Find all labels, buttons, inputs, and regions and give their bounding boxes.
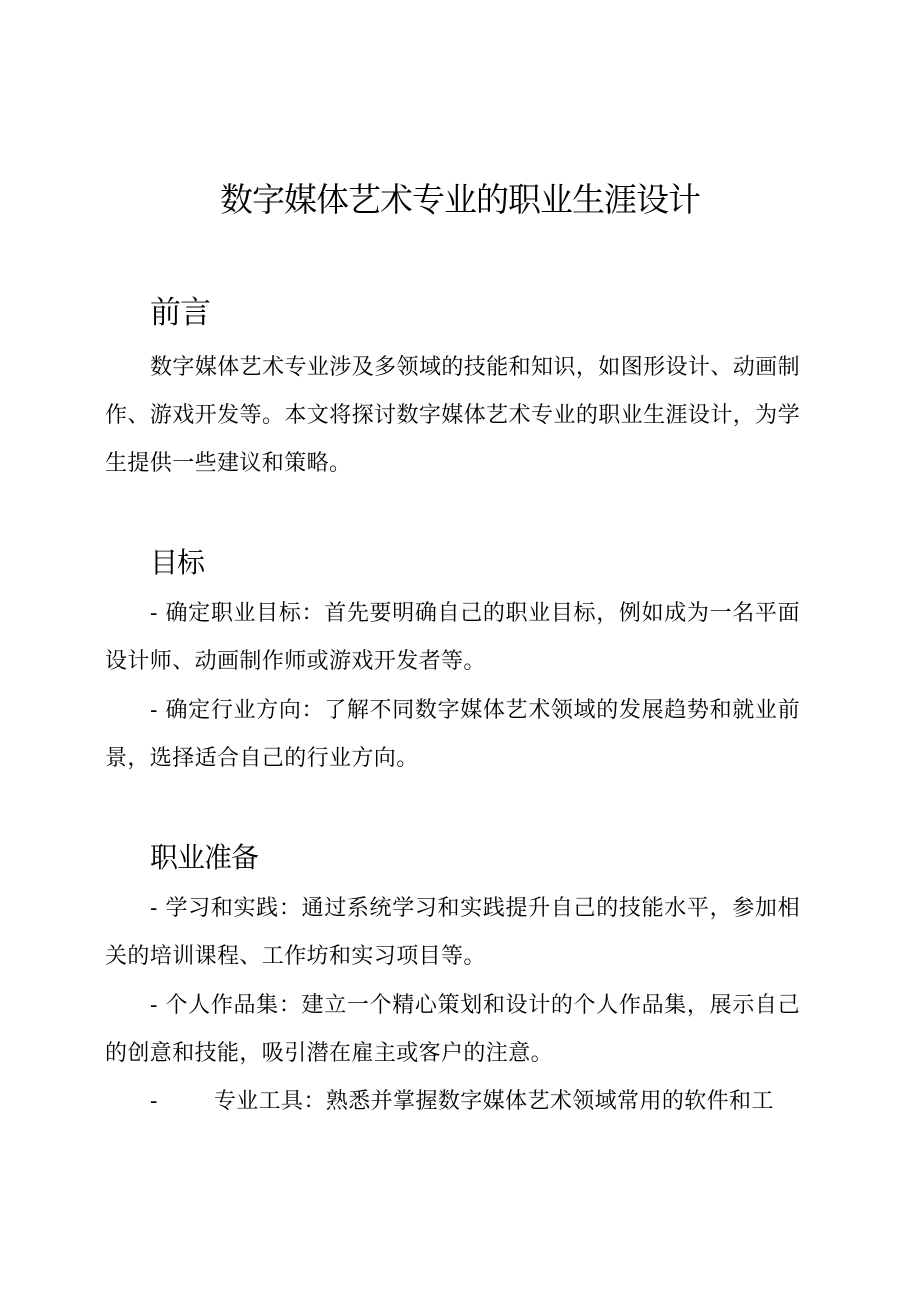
prep-item-professional-tools-text: 专业工具：熟悉并掌握数字媒体艺术领域常用的软件和工 [213, 1089, 774, 1114]
document-title: 数字媒体艺术专业的职业生涯设计 [220, 180, 700, 219]
prep-item-study-practice: - 学习和实践：通过系统学习和实践提升自己的技能水平，参加相关的培训课程、工作坊和实习项目等。 [105, 896, 800, 969]
section-heading-goals: 目标 [150, 546, 205, 579]
prep-item-professional-tools [105, 1078, 800, 1126]
section-heading-career-prep: 职业准备 [150, 841, 259, 874]
preface-paragraph: 数字媒体艺术专业涉及多领域的技能和知识，如图形设计、动画制作、游戏开发等。本文将探讨数字媒体艺术专业的职业生涯设计，为学生提供一些建议和策略。 [105, 355, 800, 476]
list-dash: - [150, 1089, 158, 1114]
prep-item-portfolio: - 个人作品集：建立一个精心策划和设计的个人作品集，展示自己的创意和技能，吸引潜在雇主或客户的注意。 [105, 993, 800, 1066]
goal-item-industry-direction: - 确定行业方向：了解不同数字媒体艺术领域的发展趋势和就业前景，选择适合自己的行业方向。 [105, 698, 800, 771]
section-heading-preface: 前言 [150, 295, 210, 331]
goal-item-career-goal: - 确定职业目标：首先要明确自己的职业目标，例如成为一名平面设计师、动画制作师或游戏开发者等。 [105, 601, 800, 674]
